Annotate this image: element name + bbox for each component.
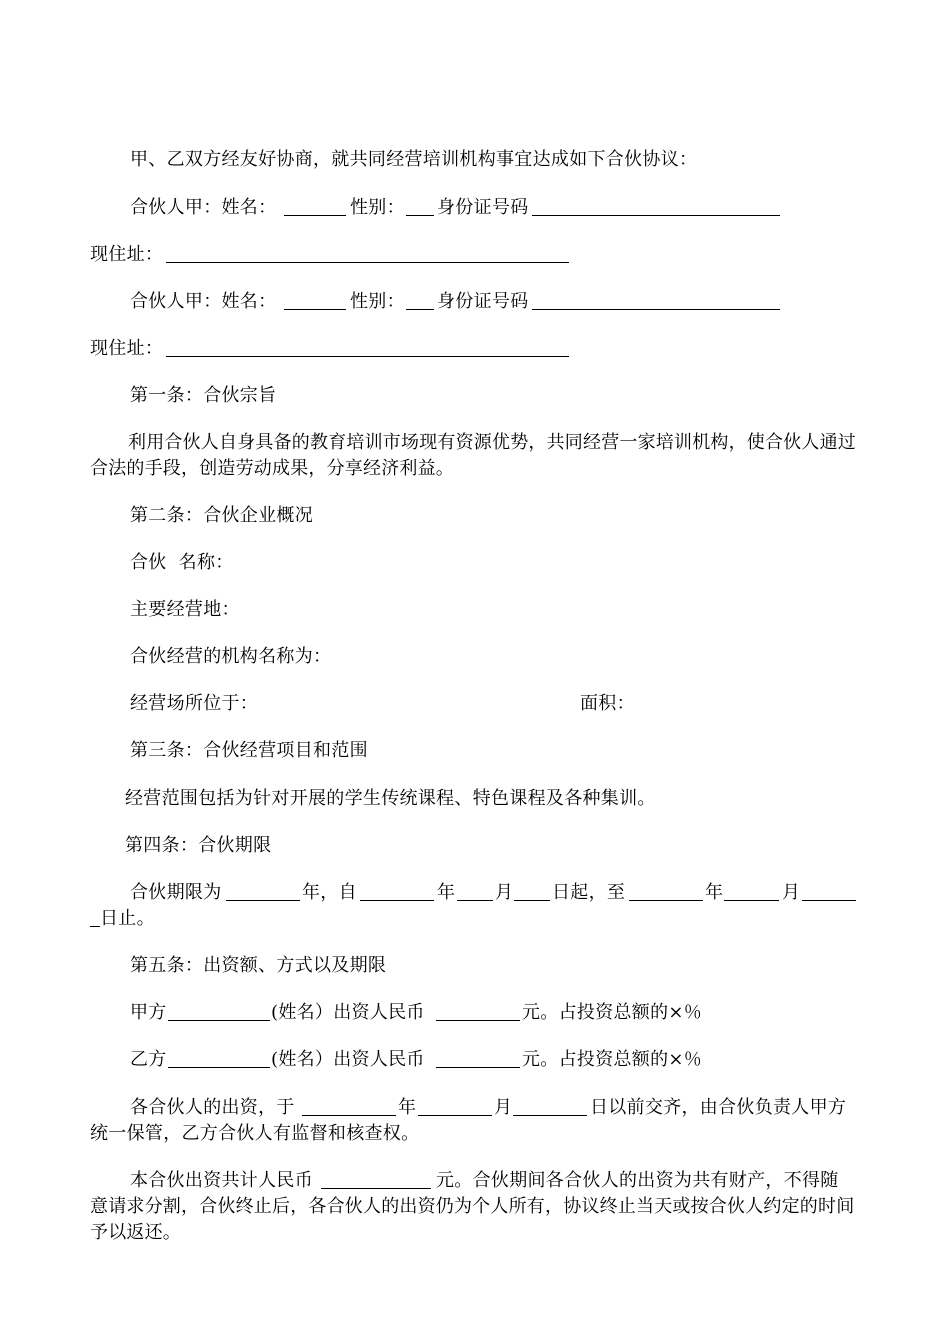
party-b-prefix: 乙方 <box>130 1049 167 1070</box>
article3-title-line <box>0 738 950 764</box>
article1-title: 第一条：合伙宗旨 <box>130 385 277 406</box>
main-location-label: 主要经营地： <box>130 599 240 620</box>
start-year-blank[interactable] <box>360 880 434 901</box>
party-b-amount-blank[interactable] <box>436 1047 520 1068</box>
party-b-unit-share: 元。占投资总额的×％ <box>522 1049 703 1070</box>
total-text-2: 元。合伙期间各合伙人的出资为共有财产，不得随 <box>436 1170 839 1191</box>
deadline-day-blank[interactable] <box>513 1095 587 1116</box>
article5-title-line <box>0 953 950 979</box>
deadline-text-3: 月 <box>494 1097 513 1118</box>
partner-b-address-blank[interactable] <box>166 336 569 357</box>
term-line-1 <box>0 880 950 906</box>
party-a-contribution-line <box>0 1000 950 1026</box>
main-location-line <box>0 597 950 623</box>
partner-a-address-blank[interactable] <box>166 242 569 263</box>
partner-a-gender-label: 性别： <box>350 197 405 218</box>
article3-title: 第三条：合伙经营项目和范围 <box>130 740 368 761</box>
premises-label: 经营场所位于： <box>130 693 259 714</box>
partner-b-id-blank[interactable] <box>532 289 780 310</box>
partner-b-label: 合伙人甲：姓名： <box>130 291 277 312</box>
partner-a-address-label: 现住址： <box>90 244 164 265</box>
term-text-6: 年 <box>705 882 724 903</box>
deadline-text-4: 日以前交齐，由合伙负责人甲方 <box>590 1097 847 1118</box>
party-a-name-hint: (姓名）出资人民币 <box>271 1002 425 1023</box>
article5-title: 第五条：出资额、方式以及期限 <box>130 955 387 976</box>
term-text-4: 月 <box>495 882 514 903</box>
party-a-prefix: 甲方 <box>130 1002 167 1023</box>
start-day-blank[interactable] <box>514 880 550 901</box>
term-text-7: 月 <box>782 882 801 903</box>
article4-title-line <box>0 833 950 859</box>
partner-b-name-blank[interactable] <box>284 289 346 310</box>
partner-a-id-blank[interactable] <box>532 195 780 216</box>
party-b-name-hint: (姓名）出资人民币 <box>271 1049 425 1070</box>
partnership-name-label: 合伙 名称： <box>130 552 234 573</box>
deadline-year-blank[interactable] <box>302 1095 396 1116</box>
total-line-1 <box>0 1168 950 1194</box>
party-a-name-blank[interactable] <box>168 1000 270 1021</box>
partner-a-gender-blank[interactable] <box>406 195 434 216</box>
deadline-text-2: 年 <box>398 1097 417 1118</box>
partner-b-address-line <box>0 336 950 362</box>
partner-a-id-label: 身份证号码 <box>437 197 529 218</box>
total-body: 意请求分割，合伙终止后，各合伙人的出资仍为个人所有，协议终止当天或按合伙人约定的时间予以返还。 <box>90 1196 855 1243</box>
partner-b-line <box>0 289 950 315</box>
partner-b-address-label: 现住址： <box>90 338 164 359</box>
article4-title: 第四条：合伙期限 <box>125 835 272 856</box>
term-text-2: 年，自 <box>302 882 357 903</box>
partner-b-gender-blank[interactable] <box>406 289 434 310</box>
term-text-1: 合伙期限为 <box>130 882 222 903</box>
total-amount-blank[interactable] <box>321 1168 431 1189</box>
article3-body-line <box>0 786 950 812</box>
end-month-blank[interactable] <box>724 880 779 901</box>
article1-body: 利用合伙人自身具备的教育培训市场现有资源优势，共同经营一家培训机构，使合伙人通过合法的手段，创造劳动成果，分享经济利益。 <box>90 432 856 479</box>
intro-line <box>0 147 950 173</box>
partner-b-gender-label: 性别： <box>350 291 405 312</box>
term-line-2 <box>0 906 950 932</box>
org-name-line <box>0 644 950 670</box>
article3-body: 经营范围包括为针对开展的学生传统课程、特色课程及各种集训。 <box>125 788 656 809</box>
article1-title-line <box>0 383 950 409</box>
party-a-amount-blank[interactable] <box>436 1000 520 1021</box>
partner-a-name-blank[interactable] <box>284 195 346 216</box>
article2-title-line <box>0 503 950 529</box>
end-day-blank[interactable] <box>802 880 856 901</box>
end-year-blank[interactable] <box>629 880 703 901</box>
org-name-label: 合伙经营的机构名称为： <box>130 646 332 667</box>
term-years-blank[interactable] <box>226 880 300 901</box>
partner-b-id-label: 身份证号码 <box>437 291 529 312</box>
start-month-blank[interactable] <box>457 880 493 901</box>
article2-title: 第二条：合伙企业概况 <box>130 505 313 526</box>
partnership-name-line <box>0 550 950 576</box>
intro-text: 甲、乙双方经友好协商，就共同经营培训机构事宜达成如下合伙协议： <box>130 149 698 170</box>
deadline-text-1: 各合伙人的出资，于 <box>130 1097 295 1118</box>
premises-line <box>0 691 950 717</box>
partner-a-address-line <box>0 242 950 268</box>
party-b-name-blank[interactable] <box>168 1047 270 1068</box>
deadline-month-blank[interactable] <box>418 1095 492 1116</box>
area-label: 面积： <box>580 693 635 714</box>
party-a-unit-share: 元。占投资总额的×％ <box>522 1002 703 1023</box>
deadline-line-1 <box>0 1095 950 1121</box>
partner-a-label: 合伙人甲：姓名： <box>130 197 277 218</box>
deadline-text-5: 统一保管，乙方合伙人有监督和核查权。 <box>90 1123 420 1144</box>
term-text-8: 日止。 <box>100 908 155 929</box>
deadline-line-2 <box>0 1121 950 1147</box>
term-text-5: 日起，至 <box>552 882 626 903</box>
term-text-3: 年 <box>437 882 456 903</box>
end-day-blank-cont[interactable] <box>90 906 100 927</box>
partner-a-line <box>0 195 950 221</box>
party-b-contribution-line <box>0 1047 950 1073</box>
total-text-1: 本合伙出资共计人民币 <box>130 1170 313 1191</box>
